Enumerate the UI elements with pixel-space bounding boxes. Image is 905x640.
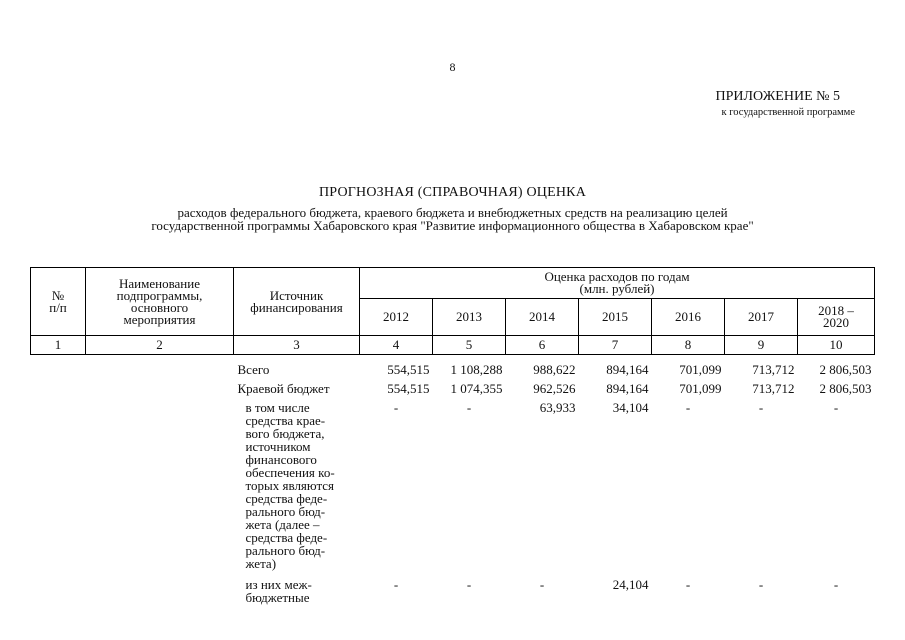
appendix-subtitle: к государственной программе — [721, 107, 855, 118]
column-number: 4 — [360, 336, 433, 355]
column-number: 2 — [86, 336, 234, 355]
header-name: Наименование подпрограммы, основного мероприятия — [86, 268, 234, 336]
column-number: 9 — [725, 336, 798, 355]
header-year: 2013 — [433, 299, 506, 336]
table-row — [31, 382, 875, 401]
value-cell: - — [466, 577, 472, 592]
header-source: Источник финансирования — [234, 268, 360, 336]
page-number: 8 — [449, 60, 456, 74]
value-cell: 894,164 — [606, 381, 649, 396]
document-subtitle — [0, 206, 905, 232]
column-number: 1 — [31, 336, 86, 355]
header-year: 2016 — [652, 299, 725, 336]
appendix-title: ПРИЛОЖЕНИЕ № 5 — [715, 89, 840, 104]
value-cell: 962,526 — [533, 381, 576, 396]
column-number: 6 — [506, 336, 579, 355]
column-number: 8 — [652, 336, 725, 355]
value-cell: 63,933 — [539, 400, 576, 415]
header-estimate: Оценка расходов по годам (млн. рублей) — [360, 268, 875, 299]
value-cell: 1 074,355 — [450, 381, 503, 396]
value-cell: - — [393, 577, 399, 592]
document-subtitle-line: расходов федерального бюджета, краевого бюджета и внебюджетных средств на реализацию целей — [177, 205, 728, 220]
column-number: 3 — [234, 336, 360, 355]
value-cell: 1 108,288 — [450, 362, 503, 377]
header-num: № п/п — [31, 268, 86, 336]
value-cell: - — [685, 577, 691, 592]
value-cell: 24,104 — [612, 577, 649, 592]
value-cell: 701,099 — [679, 381, 722, 396]
column-number: 7 — [579, 336, 652, 355]
header-year: 2018 – 2020 — [798, 299, 875, 336]
column-number: 10 — [798, 336, 875, 355]
value-cell: 713,712 — [752, 381, 795, 396]
source-cell: Всего — [237, 362, 270, 377]
source-cell: в том числе средства крае- вого бюджета, источником финансового обеспечения ко- торых являются средства феде- рального бюд- жета (далее – средства феде- рального бюд- жета) — [245, 400, 335, 571]
value-cell: - — [758, 400, 764, 415]
value-cell: - — [393, 400, 399, 415]
table-row — [31, 578, 875, 604]
value-cell: - — [833, 577, 839, 592]
value-cell: 34,104 — [612, 400, 649, 415]
header-year: 2017 — [725, 299, 798, 336]
source-cell: Краевой бюджет — [237, 381, 330, 396]
expense-table-container — [30, 267, 874, 604]
value-cell: - — [758, 577, 764, 592]
header-year: 2012 — [360, 299, 433, 336]
value-cell: 713,712 — [752, 362, 795, 377]
document-title: ПРОГНОЗНАЯ (СПРАВОЧНАЯ) ОЦЕНКА — [318, 185, 587, 200]
document-subtitle-line: государственной программы Хабаровского края "Развитие информационного общества в Хабаровском крае" — [151, 218, 754, 233]
value-cell: - — [833, 400, 839, 415]
table-row — [31, 363, 875, 382]
header-year: 2015 — [579, 299, 652, 336]
value-cell: - — [466, 400, 472, 415]
value-cell: 554,515 — [387, 381, 430, 396]
value-cell: 701,099 — [679, 362, 722, 377]
table-row — [31, 401, 875, 570]
header-year: 2014 — [506, 299, 579, 336]
expense-table — [30, 267, 875, 604]
value-cell: 554,515 — [387, 362, 430, 377]
value-cell: 2 806,503 — [819, 381, 872, 396]
value-cell: 894,164 — [606, 362, 649, 377]
value-cell: - — [685, 400, 691, 415]
value-cell: 988,622 — [533, 362, 576, 377]
value-cell: - — [539, 577, 545, 592]
value-cell: 2 806,503 — [819, 362, 872, 377]
column-number: 5 — [433, 336, 506, 355]
source-cell: из них меж- бюджетные — [245, 577, 312, 605]
